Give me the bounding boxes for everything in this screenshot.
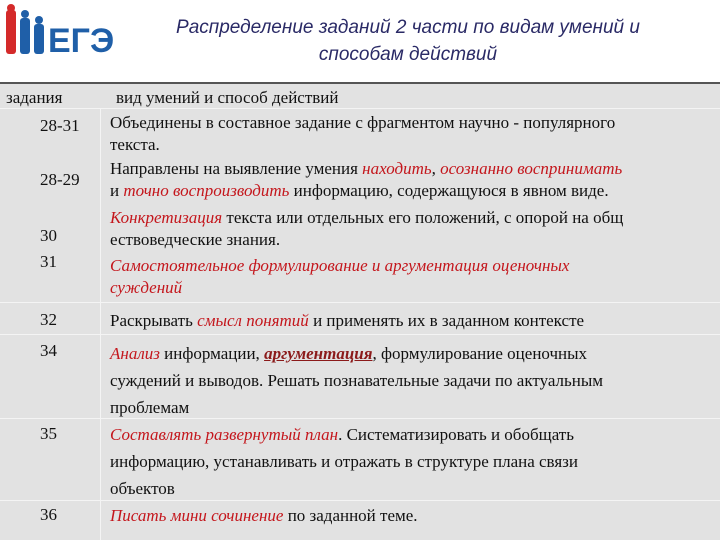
row-divider	[0, 302, 720, 303]
task-number: 36	[40, 505, 57, 524]
header-row-divider	[0, 108, 720, 109]
column-divider	[100, 108, 101, 540]
task-description: Направлены на выявление умения находить, осознанно воспринимать и точно воспроизводить информацию, содержащуюся в явном виде.	[110, 159, 623, 200]
row-divider	[0, 334, 720, 335]
title-line-2: способам действий	[318, 44, 498, 65]
title-line-1: Распределение заданий 2 части по видам умений и	[176, 17, 640, 38]
task-number: 31	[40, 252, 57, 271]
task-number: 28-31	[40, 116, 80, 135]
task-number: 30	[40, 226, 57, 245]
task-description: Писать мини сочинение по заданной теме.	[110, 506, 418, 525]
svg-text:ЕГЭ: ЕГЭ	[48, 22, 115, 60]
column-header-tasks: задания	[6, 88, 63, 107]
task-description: Конкретизация текста или отдельных его положений, с опорой на общ ествоведческие знания.	[110, 208, 624, 249]
ege-logo	[4, 4, 116, 66]
task-number: 35	[40, 424, 57, 443]
task-number: 32	[40, 310, 57, 329]
task-description: Составлять развернутый план. Систематизировать и обобщать информацию, устанавливать и отражать в структуре плана связи объектов	[110, 425, 578, 498]
task-description: Анализ информации, аргументация, формулирование оценочных суждений и выводов. Решать познавательные задачи по актуальным проблемам	[110, 344, 604, 417]
task-number: 28-29	[40, 170, 80, 189]
task-description: Самостоятельное формулирование и аргументация оценочных суждений	[110, 256, 570, 297]
page-title	[118, 14, 698, 68]
task-description: Раскрывать смысл понятий и применять их в заданном контексте	[110, 311, 585, 330]
task-description: Объединены в составное задание с фрагментом научно - популярного текста.	[110, 113, 616, 154]
row-divider	[0, 500, 720, 501]
table-top-border	[0, 82, 720, 84]
task-number: 34	[40, 341, 57, 360]
column-header-skills: вид умений и способ действий	[116, 88, 339, 107]
slide-header	[0, 0, 720, 82]
row-divider	[0, 418, 720, 419]
